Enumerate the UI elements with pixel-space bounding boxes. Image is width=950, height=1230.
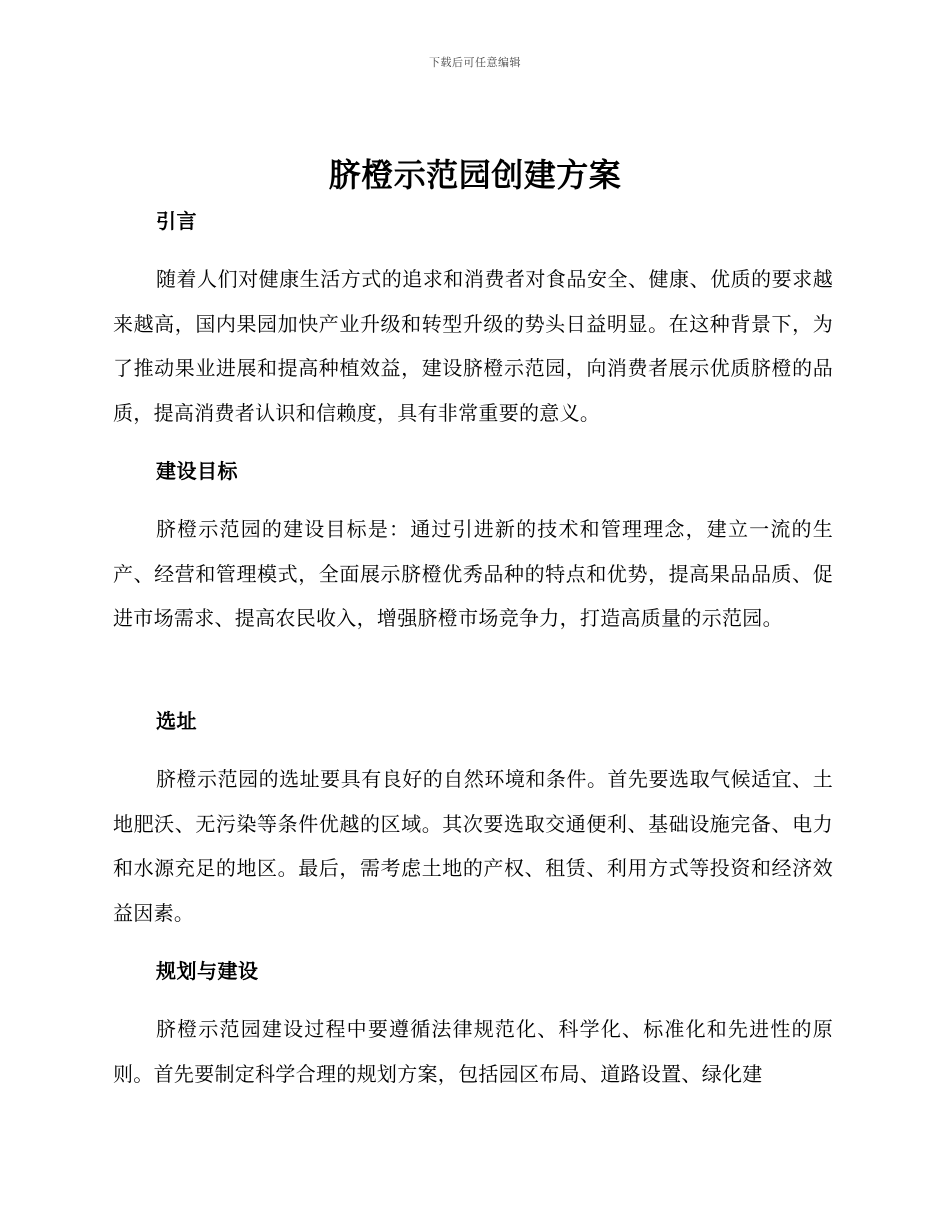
section-body-site: 脐橙示范园的选址要具有良好的自然环境和条件。首先要选取气候适宜、土地肥沃、无污染等条件优越的区域。其次要选取交通便利、基础设施完备、电力和水源充足的地区。最后，需考虑土地的产权、租赁、利用方式等投资和经济效益因素。 xyxy=(113,767,833,925)
section-heading-site: 选址 xyxy=(156,709,197,733)
section-body-intro: 随着人们对健康生活方式的追求和消费者对食品安全、健康、优质的要求越来越高，国内果园加快产业升级和转型升级的势头日益明显。在这种背景下，为了推动果业进展和提高种植效益，建设脐橙示范园，向消费者展示优质脐橙的品质，提高消费者认识和信赖度，具有非常重要的意义。 xyxy=(113,267,833,425)
section-body-goals: 脐橙示范园的建设目标是：通过引进新的技术和管理理念，建立一流的生产、经营和管理模式，全面展示脐橙优秀品种的特点和优势，提高果品品质、促进市场需求、提高农民收入，增强脐橙市场竞争力，打造高质量的示范园。 xyxy=(113,517,833,630)
section-heading-intro: 引言 xyxy=(156,209,197,233)
header-note: 下载后可任意编辑 xyxy=(429,56,521,69)
section-heading-goals: 建设目标 xyxy=(156,459,238,483)
section-heading-planning: 规划与建设 xyxy=(156,959,259,983)
document-title: 脐橙示范园创建方案 xyxy=(328,156,622,194)
section-body-planning: 脐橙示范园建设过程中要遵循法律规范化、科学化、标准化和先进性的原则。首先要制定科学合理的规划方案，包括园区布局、道路设置、绿化建 xyxy=(113,1017,833,1086)
